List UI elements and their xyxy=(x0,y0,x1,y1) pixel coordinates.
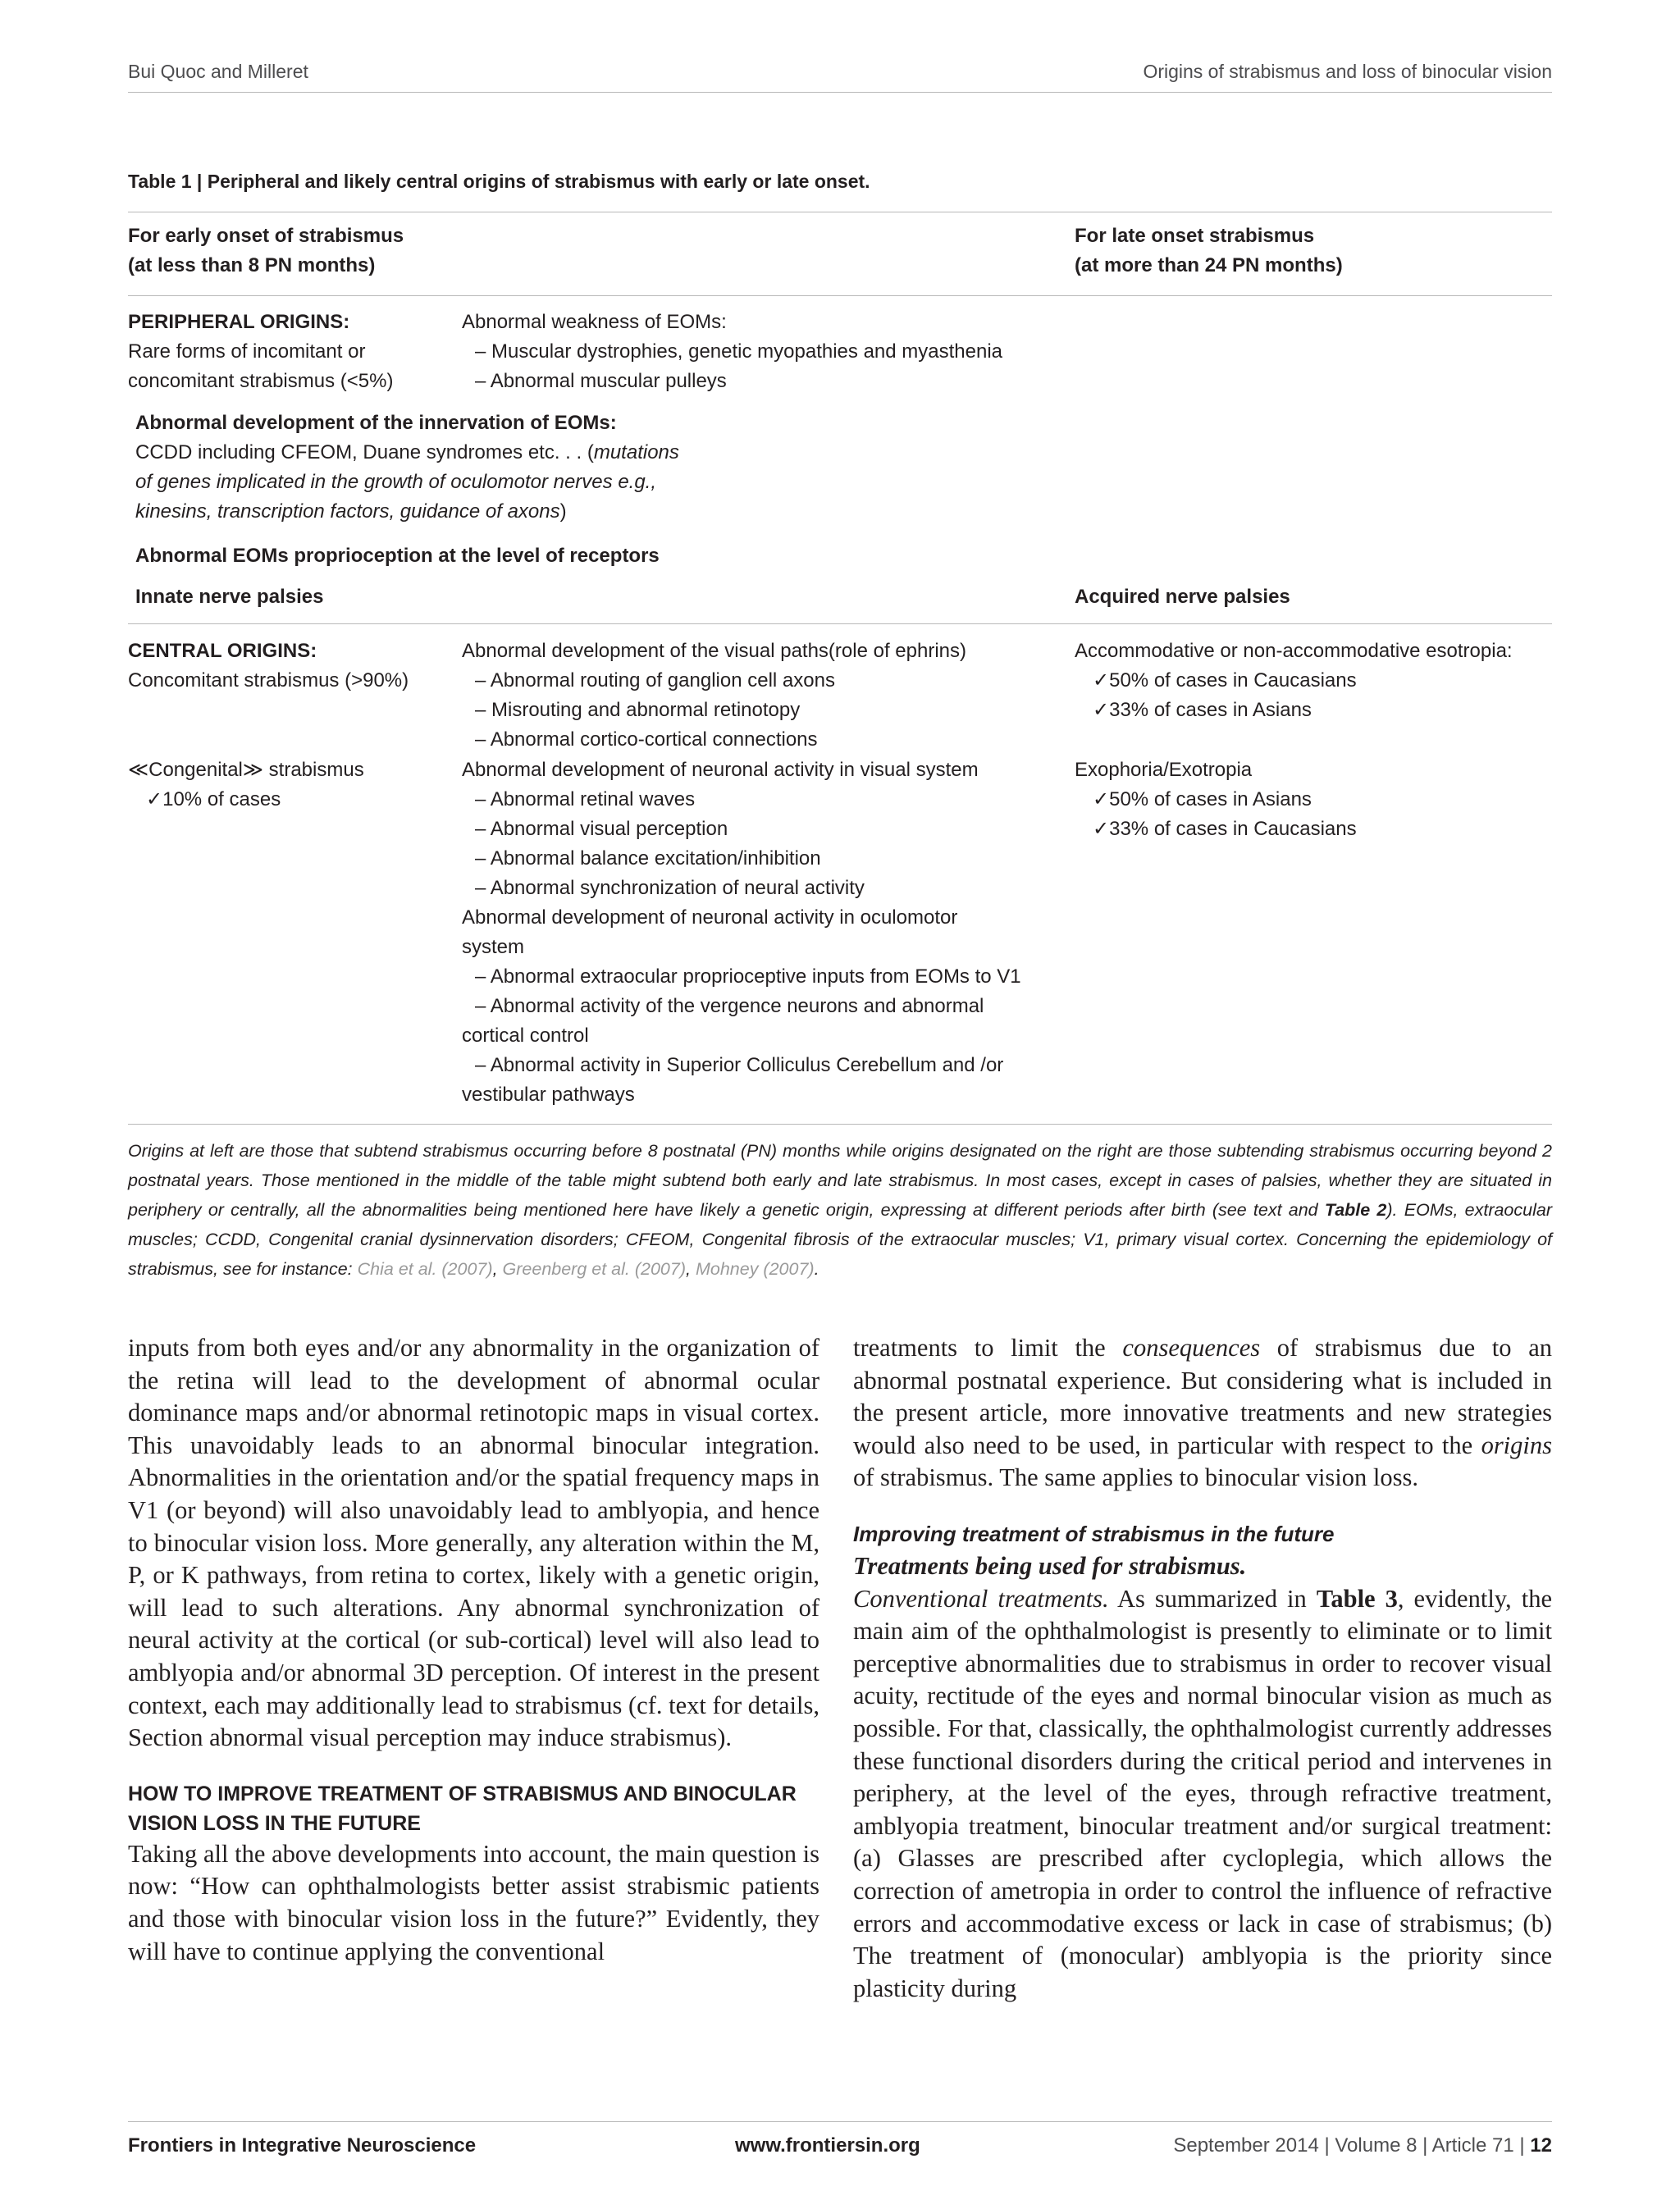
body-text-emphasis: Conventional treatments. xyxy=(853,1584,1109,1613)
footnote-text: . xyxy=(814,1259,819,1279)
footer-rule xyxy=(128,2121,1552,2122)
footer-issue-text: September 2014 | Volume 8 | Article 71 | xyxy=(1173,2134,1531,2157)
neuronal-visual-item: – Abnormal synchronization of neural activity xyxy=(475,877,865,899)
peripheral-origins-desc: concomitant strabismus (<5%) xyxy=(128,370,394,392)
neuronal-visual-item: – Abnormal visual perception xyxy=(475,818,728,840)
innervation-cell xyxy=(135,409,679,527)
visual-paths-item: – Abnormal cortico-cortical connections xyxy=(475,728,818,751)
exotropia-item: ✓50% of cases in Asians xyxy=(1093,788,1312,810)
innervation-text-italic: mutations xyxy=(593,441,679,463)
innervation-line-3 xyxy=(135,497,679,527)
citation-link[interactable]: Chia et al. (2007) xyxy=(357,1259,493,1279)
table-3-link[interactable]: Table 3 xyxy=(1316,1584,1398,1613)
body-paragraph: Taking all the above developments into account, the main question is now: “How can ophthalmologists better assist strabismic patients and those with binocular vision loss in the future?” Evidently, they will have to continue applying the conventional xyxy=(128,1839,819,1965)
footer-journal: Frontiers in Integrative Neuroscience xyxy=(128,2134,477,2157)
esotropia-cell xyxy=(1075,637,1513,725)
oculomotor-item: – Abnormal activity of the vergence neurons and abnormal xyxy=(475,995,984,1017)
table-2-link[interactable]: Table 2 xyxy=(1324,1200,1387,1220)
oculomotor-item: – Abnormal extraocular proprioceptive inputs from EOMs to V1 xyxy=(475,965,1021,988)
section-heading: HOW TO IMPROVE TREATMENT OF STRABISMUS AND BINOCULAR VISION LOSS IN THE FUTURE xyxy=(128,1782,797,1835)
eom-weakness-cell xyxy=(462,308,1002,396)
body-text: , evidently, the main aim of the ophthalmologist is presently to eliminate or to limit perceptive abnormalities due to strabismus in order to recover visual acuity, rectitude of the eyes and normal binocular vision as much as possible. For that, classically, the ophthalmologist currently addresses these functional disorders during the critical period and intervenes in periphery, at the level of the eyes, through refractive treatment, amblyopia treatment, binocular treatment and/or surgical treatment: (a) Glasses are prescribed after cycloplegia, which allows the correction of ametropia in order to control the influence of refractive errors and accommodative excess or lack in case of strabismus; (b) The treatment of (monocular) amblyopia is the priority since plasticity during xyxy=(853,1584,1552,2002)
early-onset-header-line: (at less than 8 PN months) xyxy=(128,254,376,276)
subsubsection-heading: Treatments being used for strabismus. xyxy=(853,1551,1247,1580)
congenital-percentage: ✓10% of cases xyxy=(146,788,281,810)
body-text: As summarized in xyxy=(1108,1584,1317,1613)
innervation-text: CCDD including CFEOM, Duane syndromes etc. . . ( xyxy=(135,441,594,463)
visual-paths-item: – Misrouting and abnormal retinotopy xyxy=(475,699,801,721)
exotropia-title: Exophoria/Exotropia xyxy=(1075,759,1253,781)
central-origins-cell xyxy=(128,637,409,696)
neuronal-activity-cell xyxy=(462,755,1021,1110)
table-bottom-rule xyxy=(128,1124,1552,1125)
visual-paths-cell xyxy=(462,637,966,755)
eom-weakness-item: – Abnormal muscular pulleys xyxy=(475,370,727,392)
innervation-line-1 xyxy=(135,438,679,468)
footnote-text: Origins at left are those that subtend strabismus occurring before 8 postnatal (PN) months while origins designated on the right are those subtending strabismus occurring beyond 2 postnatal years. Those mentioned in the middle of the table might subtend both early and late strabismus. In most cases, except in cases of palsies, whether they are situated in periphery or centrally, all the abnormalities being mentioned here have likely a genetic origin, expressing at different periods after birth (see text and xyxy=(128,1141,1552,1220)
oculomotor-title: Abnormal development of neuronal activity in oculomotor xyxy=(462,906,958,929)
innate-palsies: Innate nerve palsies xyxy=(135,586,324,608)
early-onset-header-line: For early onset of strabismus xyxy=(128,225,404,247)
peripheral-origins-cell xyxy=(128,308,393,396)
innervation-text: ) xyxy=(559,500,567,523)
congenital-strabismus: ≪Congenital≫ strabismus xyxy=(128,759,364,781)
body-text-emphasis: consequences xyxy=(1122,1334,1261,1362)
proprioception-row: Abnormal EOMs proprioception at the level of receptors xyxy=(135,545,660,567)
esotropia-title: Accommodative or non-accommodative esotropia: xyxy=(1075,640,1513,662)
body-column-right xyxy=(853,1332,1552,2005)
neuronal-visual-item: – Abnormal retinal waves xyxy=(475,788,696,810)
body-paragraph xyxy=(853,1583,1552,2006)
oculomotor-item: cortical control xyxy=(462,1025,589,1047)
central-origins-desc: Concomitant strabismus (>90%) xyxy=(128,669,409,691)
eom-weakness-title: Abnormal weakness of EOMs: xyxy=(462,311,727,333)
body-text: treatments to limit the xyxy=(853,1334,1123,1362)
acquired-palsies: Acquired nerve palsies xyxy=(1075,586,1290,608)
footnote-text: ). EOMs, extraocular muscles; CCDD, Congenital cranial dysinnervation disorders; CFEOM, Congenital fibrosis of the extraocular muscles; V1, primary visual cortex. Concerning the epidemiology of strabismus, see for instance: xyxy=(128,1200,1552,1279)
late-onset-header-line: For late onset strabismus xyxy=(1075,225,1315,247)
table-mid-rule xyxy=(128,623,1552,624)
footnote-separator: , xyxy=(492,1259,503,1279)
table-header-rule xyxy=(128,295,1552,296)
footnote-separator: , xyxy=(686,1259,696,1279)
body-text: of strabismus. The same applies to binocular vision loss. xyxy=(853,1463,1418,1492)
neuronal-visual-item: – Abnormal balance excitation/inhibition xyxy=(475,847,821,870)
table-caption: Table 1 | Peripheral and likely central origins of strabismus with early or late onset. xyxy=(128,171,870,192)
eom-weakness-item: – Muscular dystrophies, genetic myopathies and myasthenia xyxy=(475,340,1003,363)
footer-issue xyxy=(1173,2134,1552,2157)
citation-link[interactable]: Greenberg et al. (2007) xyxy=(502,1259,687,1279)
innervation-line-2: of genes implicated in the growth of oculomotor nerves e.g., xyxy=(135,471,657,493)
body-paragraph: inputs from both eyes and/or any abnormality in the organization of the retina will lead to the development of abnormal ocular dominance maps and/or abnormal retinotopic maps in visual cortex. This unavoidably leads to an abnormal binocular integration. Abnormalities in the orientation and/or the spatial frequency maps in V1 (or beyond) will also unavoidably lead to amblyopia, and hence to binocular vision loss. More generally, any alteration within the M, P, or K pathways, from retina to cortex, likely with a genetic origin, will lead to such alterations. Any abnormal synchronization of neural activity at the cortical (or sub-cortical) level will also lead to amblyopia and/or abnormal 3D perception. Of interest in the present context, each may additionally lead to strabismus (cf. text for details, Section abnormal visual perception may induce strabismus). xyxy=(128,1334,819,1752)
central-origins-label: CENTRAL ORIGINS: xyxy=(128,640,317,662)
oculomotor-item: vestibular pathways xyxy=(462,1084,635,1106)
subsection-heading: Improving treatment of strabismus in the future xyxy=(853,1521,1335,1546)
oculomotor-item: – Abnormal activity in Superior Colliculus Cerebellum and /or xyxy=(475,1054,1004,1076)
running-header-authors: Bui Quoc and Milleret xyxy=(128,61,308,82)
peripheral-origins-label: PERIPHERAL ORIGINS: xyxy=(128,311,350,333)
page-number: 12 xyxy=(1530,2134,1552,2157)
congenital-cell xyxy=(128,755,364,815)
running-header-title: Origins of strabismus and loss of binocular vision xyxy=(1143,61,1552,82)
late-onset-header xyxy=(1075,221,1343,281)
peripheral-origins-desc: Rare forms of incomitant or xyxy=(128,340,366,363)
body-text-emphasis: origins xyxy=(1481,1431,1552,1459)
citation-link[interactable]: Mohney (2007) xyxy=(695,1259,815,1279)
visual-paths-title: Abnormal development of the visual paths(role of ephrins) xyxy=(462,640,966,662)
late-onset-header-line: (at more than 24 PN months) xyxy=(1075,254,1343,276)
footer-website[interactable]: www.frontiersin.org xyxy=(735,2134,920,2157)
esotropia-item: ✓33% of cases in Asians xyxy=(1093,699,1312,721)
exotropia-item: ✓33% of cases in Caucasians xyxy=(1093,818,1357,840)
body-text: of strabismus due to an abnormal postnatal experience. But considering what is included in the present article, more innovative treatments and new strategies would also need to be used, in particular with respect to the xyxy=(853,1334,1553,1459)
innervation-title: Abnormal development of the innervation of EOMs: xyxy=(135,412,617,434)
visual-paths-item: – Abnormal routing of ganglion cell axons xyxy=(475,669,835,691)
esotropia-item: ✓50% of cases in Caucasians xyxy=(1093,669,1357,691)
early-onset-header xyxy=(128,221,404,281)
oculomotor-title: system xyxy=(462,936,525,958)
body-column-left xyxy=(128,1332,819,1968)
innervation-text-italic: kinesins, transcription factors, guidance of axons xyxy=(135,500,560,523)
table-footnote xyxy=(128,1136,1552,1284)
neuronal-visual-title: Abnormal development of neuronal activity in visual system xyxy=(462,759,979,781)
exotropia-cell xyxy=(1075,755,1357,844)
body-paragraph xyxy=(853,1332,1552,1495)
header-rule xyxy=(128,92,1552,93)
